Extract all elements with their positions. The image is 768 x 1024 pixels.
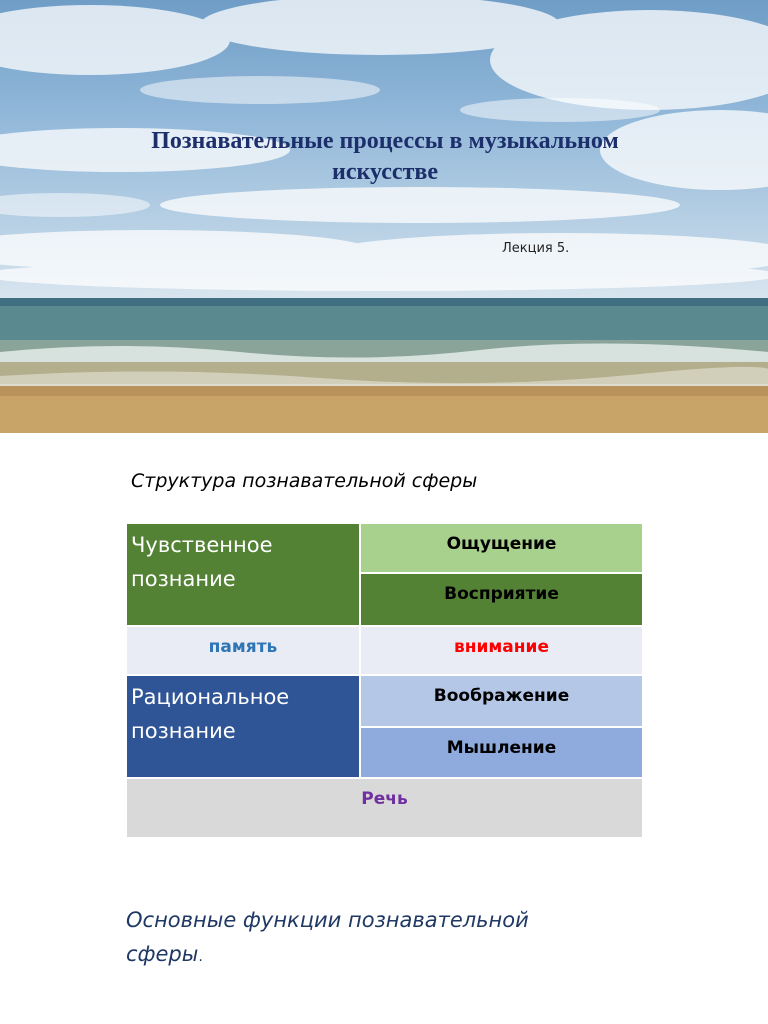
attention-cell: внимание bbox=[360, 626, 643, 675]
functions-heading-period: . bbox=[198, 949, 203, 965]
slide-title: Познавательные процессы в музыкальном искусстве bbox=[151, 128, 619, 185]
sensation-cell: Ощущение bbox=[360, 523, 643, 573]
rational-cognition-cell: Рациональное познание bbox=[126, 675, 360, 778]
beach-background bbox=[0, 0, 768, 433]
imagination-cell: Воображение bbox=[360, 675, 643, 727]
lecture-number: Лекция 5. bbox=[502, 241, 570, 256]
functions-heading bbox=[126, 903, 606, 974]
thinking-cell: Мышление bbox=[360, 727, 643, 778]
memory-cell: память bbox=[126, 626, 360, 675]
structure-heading: Структура познавательной сферы bbox=[131, 470, 478, 492]
sensory-cognition-cell: Чувственное познание bbox=[126, 523, 360, 626]
speech-cell: Речь bbox=[126, 778, 643, 838]
cognitive-structure-table bbox=[126, 523, 643, 838]
title-banner bbox=[0, 0, 768, 433]
functions-heading-text: Основные функции познавательной сферы bbox=[126, 908, 529, 966]
perception-cell: Восприятие bbox=[360, 573, 643, 626]
